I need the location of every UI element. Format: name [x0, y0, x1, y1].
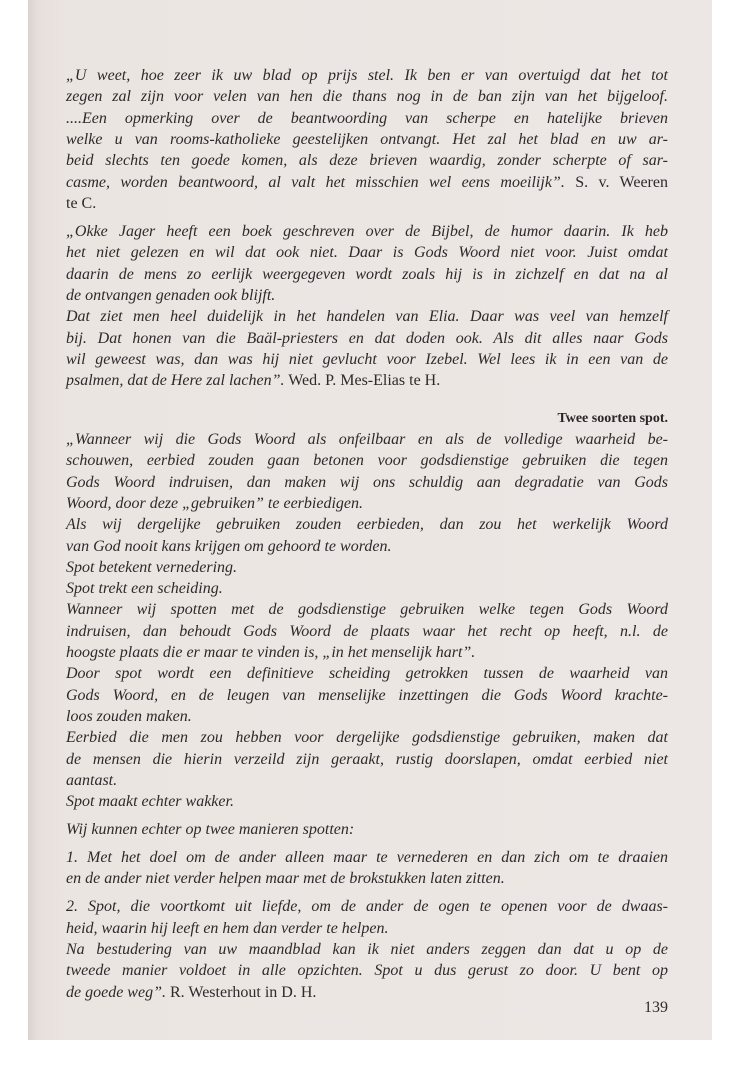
text-line: [66, 791, 668, 813]
text-line: [66, 578, 668, 600]
text-line: [66, 819, 668, 841]
text-line: [66, 663, 668, 685]
text-line: [66, 150, 668, 172]
attribution-text: R. Westerhout in D. H.: [165, 983, 317, 1001]
italic-text: hoogste plaats die er maar te vinden is, „in het menselijk hart”.: [66, 644, 476, 661]
text-line: [66, 370, 668, 392]
text-line: [66, 493, 668, 515]
text-line: [66, 172, 668, 194]
italic-text: „U weet, hoe zeer ik uw blad op prijs stel. Ik ben er van overtuigd dat het tot: [66, 67, 668, 84]
text-line: [66, 621, 668, 643]
italic-text: schouwen, eerbied zouden gaan betonen voor godsdienstige gebruiken die tegen: [66, 452, 668, 470]
italic-text: Als wij dergelijke gebruiken zouden eerbieden, dan zou het werkelijk Woord: [66, 516, 668, 534]
italic-text: tweede manier voldoet in alle opzichten. Spot u dus gerust zo door. U bent op: [66, 962, 668, 980]
attribution-text: Wed. P. Mes-Elias te H.: [284, 372, 441, 390]
attribution-text: S. v. Weeren: [564, 173, 668, 191]
text-line: [66, 86, 668, 108]
italic-text: de goede weg”.: [66, 983, 166, 1001]
text-line: [66, 557, 668, 579]
italic-text: Woord, door deze „gebruiken” te eerbiedigen.: [66, 494, 363, 512]
text-line: [66, 306, 668, 328]
text-line: [66, 770, 668, 792]
italic-text: Dat ziet men heel duidelijk in het handelen van Elia. Daar was veel van hemzelf: [66, 308, 668, 326]
italic-text: Wanneer wij spotten met de godsdienstige gebruiken welke tegen Gods Woord: [66, 601, 668, 619]
italic-text: casme, worden beantwoord, al valt het misschien wel eens moeilijk”.: [66, 173, 565, 191]
text-line: [66, 108, 668, 130]
italic-text: de mensen die hierin verzeild zijn geraakt, rustig doorslapen, omdat eerbied niet: [66, 750, 668, 768]
text-line: [66, 847, 668, 869]
italic-text: „Okke Jager heeft een boek geschreven over de Bijbel, de humor daarin. Ik heb: [66, 223, 668, 241]
italic-text: Spot maakt echter wakker.: [66, 793, 234, 811]
italic-text: het niet gelezen en wil dat ook niet. Daar is Gods Woord niet voor. Juist omdat: [66, 244, 668, 262]
attribution-text: te C.: [66, 194, 97, 212]
text-line: [66, 349, 668, 371]
text-line: [66, 918, 668, 940]
italic-text: 1. Met het doel om de ander alleen maar te vernederen en dan zich om te draaien: [66, 848, 668, 866]
text-line: [66, 727, 668, 749]
italic-text: de ontvangen genaden ook blijft.: [66, 287, 276, 304]
page-number: 139: [644, 999, 668, 1016]
text-line: [66, 896, 668, 918]
italic-text: beid slechts ten goede komen, als deze brieven waardig, zonder scherpte of sar-: [66, 152, 668, 170]
italic-text: ....Een opmerking over de beantwoording van scherpe en hatelijke brieven: [66, 109, 668, 127]
text-line: [66, 939, 668, 961]
text-line: [66, 685, 668, 707]
italic-text: 2. Spot, die voortkomt uit liefde, om de ander de ogen te openen voor de dwaas-: [66, 898, 668, 916]
text-line: [66, 450, 668, 472]
italic-text: Gods Woord indruisen, dan maken wij ons schuldig aan degradatie van Gods: [66, 473, 668, 491]
text-line: [66, 514, 668, 536]
text-line: [66, 536, 668, 558]
text-line: [66, 599, 668, 621]
text-line: [66, 65, 668, 87]
text-line: [66, 221, 668, 243]
italic-text: daarin de mens zo eerlijk weergegeven wordt zoals hij is in zichzelf en dat na al: [66, 265, 668, 283]
italic-text: Spot trekt een scheiding.: [66, 580, 223, 598]
italic-text: van God nooit kans krijgen om gehoord te worden.: [66, 537, 392, 555]
text-line: [66, 264, 668, 286]
text-line: [66, 706, 668, 728]
italic-text: aantast.: [66, 771, 118, 789]
italic-text: welke u van rooms-katholieke geestelijken ontvangt. Het zal het blad en uw ar-: [66, 130, 668, 148]
italic-text: „Wanneer wij die Gods Woord als onfeilbaar en als de volledige waarheid be-: [66, 431, 668, 448]
italic-text: wil geweest was, dan was hij niet gevlucht voor Izebel. Wel lees ik in een van de: [66, 350, 668, 368]
text-line: [66, 642, 668, 664]
italic-text: loos zouden maken.: [66, 707, 192, 725]
text-line: [66, 429, 668, 451]
italic-text: heid, waarin hij leeft en hem dan verder te helpen.: [66, 919, 389, 937]
italic-text: Eerbied die men zou hebben voor dergelijke godsdienstige gebruiken, maken dat: [66, 729, 668, 747]
text-line: [66, 472, 668, 494]
section-heading: Twee soorten spot.: [557, 411, 668, 426]
italic-text: psalmen, dat de Here zal lachen”.: [66, 372, 285, 390]
italic-text: Gods Woord, en de leugen van menselijke inzettingen die Gods Woord krachte-: [66, 686, 668, 704]
italic-text: zegen zal zijn voor velen van hen die thans nog in de ban zijn van het bijgeloof.: [66, 88, 668, 106]
text-line: [66, 242, 668, 264]
italic-text: Spot betekent vernedering.: [66, 558, 238, 576]
text-line: [66, 868, 668, 890]
italic-text: Wij kunnen echter op twee manieren spotten:: [66, 821, 355, 839]
italic-text: Door spot wordt een definitieve scheiding getrokken tussen de waarheid van: [66, 665, 668, 683]
italic-text: en de ander niet verder helpen maar met de brokstukken laten zitten.: [66, 870, 505, 887]
text-line: [66, 749, 668, 771]
text-line: [66, 129, 668, 151]
italic-text: bij. Dat honen van die Baäl-priesters en dat doden ook. Als dit alles naar Gods: [66, 329, 668, 347]
text-line: [66, 328, 668, 350]
text-line: [66, 193, 668, 215]
text-line: [66, 285, 668, 307]
italic-text: indruisen, dan behoudt Gods Woord de plaats waar het recht op heeft, n.l. de: [66, 622, 668, 640]
italic-text: Na bestudering van uw maandblad kan ik niet anders zeggen dan dat u op de: [66, 940, 668, 958]
text-line: [66, 960, 668, 982]
